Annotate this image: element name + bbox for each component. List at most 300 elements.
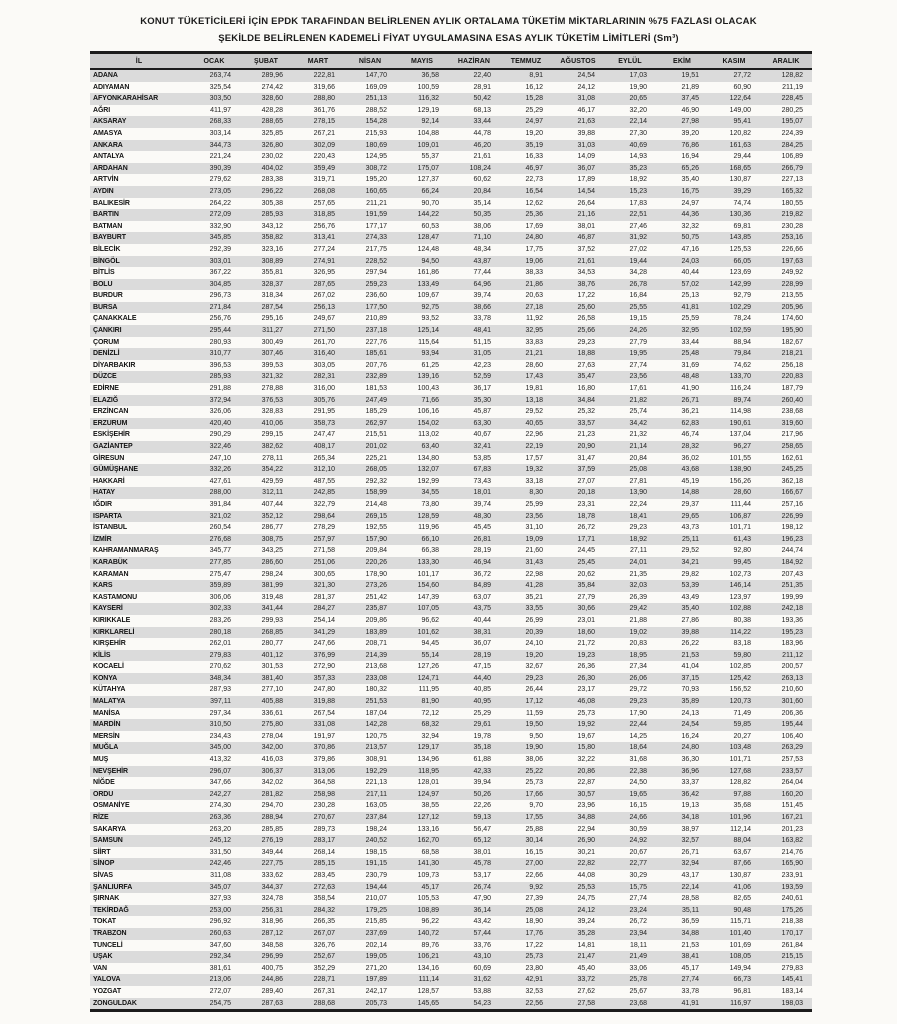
value-cell: 260,63 <box>209 929 231 937</box>
value-cell: 345,77 <box>209 547 231 555</box>
value-cell: 275,47 <box>209 570 231 578</box>
value-cell: 123,97 <box>729 593 751 601</box>
province-name: ARDAHAN <box>93 164 128 172</box>
value-cell: 160,65 <box>365 187 387 195</box>
value-cell: 306,37 <box>261 767 283 775</box>
province-name: ÇANKIRI <box>93 327 122 335</box>
value-cell: 29,42 <box>629 605 647 613</box>
value-cell: 29,72 <box>629 686 647 694</box>
value-cell: 298,24 <box>261 570 283 578</box>
value-cell: 225,21 <box>365 454 387 462</box>
value-cell: 17,55 <box>525 814 543 821</box>
value-cell: 319,48 <box>261 593 283 601</box>
table-row <box>90 569 812 581</box>
value-cell: 230,79 <box>365 871 387 879</box>
value-cell: 25,67 <box>629 987 647 995</box>
table-row <box>90 69 812 82</box>
value-cell: 26,74 <box>473 883 491 891</box>
value-cell: 22,87 <box>577 779 595 787</box>
value-cell: 22,77 <box>629 860 647 868</box>
value-cell: 106,16 <box>417 408 439 416</box>
value-cell: 179,25 <box>365 906 387 914</box>
value-cell: 53,85 <box>473 454 491 462</box>
province-name: MALATYA <box>93 698 126 706</box>
value-cell: 187,79 <box>781 385 803 393</box>
value-cell: 27,02 <box>629 245 647 253</box>
province-name: ISPARTA <box>93 512 122 520</box>
value-cell: 19,06 <box>525 257 543 265</box>
value-cell: 127,37 <box>417 176 439 184</box>
value-cell: 47,15 <box>473 663 491 671</box>
table-row <box>90 302 812 314</box>
value-cell: 70,93 <box>681 686 699 694</box>
value-cell: 336,61 <box>261 709 283 717</box>
value-cell: 127,68 <box>729 767 751 775</box>
value-cell: 306,06 <box>209 593 231 601</box>
value-cell: 101,71 <box>729 756 751 764</box>
province-name: VAN <box>93 964 107 972</box>
value-cell: 72,12 <box>421 709 439 717</box>
value-cell: 209,86 <box>365 616 387 624</box>
value-cell: 296,07 <box>209 767 231 775</box>
table-row <box>90 858 812 870</box>
value-cell: 42,23 <box>473 361 491 369</box>
value-cell: 23,01 <box>577 616 595 624</box>
value-cell: 192,99 <box>417 477 439 485</box>
value-cell: 46,74 <box>681 431 699 439</box>
value-cell: 253,16 <box>781 234 803 242</box>
value-cell: 341,29 <box>313 628 335 636</box>
value-cell: 34,42 <box>629 419 647 427</box>
table-row <box>90 824 812 836</box>
value-cell: 195,07 <box>781 118 803 126</box>
value-cell: 31,92 <box>629 234 647 242</box>
table-row <box>90 429 812 441</box>
province-name: ARTVİN <box>93 176 119 184</box>
table-row <box>90 998 812 1011</box>
value-cell: 106,40 <box>781 732 803 740</box>
value-cell: 43,68 <box>681 466 699 474</box>
value-cell: 291,95 <box>313 408 335 416</box>
table-row <box>90 313 812 325</box>
value-cell: 35,89 <box>681 698 699 706</box>
value-cell: 244,86 <box>261 976 283 984</box>
value-cell: 258,98 <box>313 790 335 798</box>
province-name: BALIKESİR <box>93 199 130 207</box>
value-cell: 345,00 <box>209 744 231 752</box>
value-cell: 38,41 <box>681 953 699 961</box>
value-cell: 16,84 <box>629 292 647 300</box>
province-name: KARABÜK <box>93 558 128 566</box>
value-cell: 281,37 <box>313 593 335 601</box>
value-cell: 92,80 <box>733 547 751 555</box>
value-cell: 66,24 <box>421 187 439 195</box>
table-row <box>90 696 812 708</box>
value-cell: 272,90 <box>313 663 335 671</box>
value-cell: 411,97 <box>210 106 231 114</box>
value-cell: 66,38 <box>421 547 439 555</box>
value-cell: 238,68 <box>781 408 803 416</box>
value-cell: 200,57 <box>781 663 803 671</box>
value-cell: 349,44 <box>261 848 283 856</box>
value-cell: 102,85 <box>729 663 751 671</box>
value-cell: 284,25 <box>781 141 803 149</box>
value-cell: 247,10 <box>209 454 231 462</box>
value-cell: 134,96 <box>417 756 439 764</box>
value-cell: 308,91 <box>365 756 387 764</box>
value-cell: 25,60 <box>577 303 595 311</box>
value-cell: 21,23 <box>577 431 595 439</box>
value-cell: 122,64 <box>729 95 751 103</box>
value-cell: 21,72 <box>577 640 595 648</box>
value-cell: 50,26 <box>473 790 491 798</box>
value-cell: 300,65 <box>313 570 335 578</box>
value-cell: 25,11 <box>682 535 699 543</box>
value-cell: 175,07 <box>417 164 439 172</box>
value-cell: 103,48 <box>729 744 751 752</box>
column-header-month: ŞUBAT <box>240 53 292 70</box>
value-cell: 318,96 <box>261 918 283 926</box>
value-cell: 34,53 <box>577 269 595 277</box>
value-cell: 96,22 <box>421 918 439 926</box>
value-cell: 199,05 <box>365 953 387 961</box>
value-cell: 217,11 <box>366 790 387 798</box>
value-cell: 237,69 <box>365 929 387 937</box>
value-cell: 59,13 <box>473 814 491 821</box>
province-name: GÜMÜŞHANE <box>93 466 138 474</box>
value-cell: 191,97 <box>313 732 335 740</box>
value-cell: 116,97 <box>708 998 760 1011</box>
province-name: BARTIN <box>93 211 119 219</box>
value-cell: 127,26 <box>417 663 439 671</box>
table-row <box>90 128 812 140</box>
value-cell: 22,24 <box>629 500 647 508</box>
value-cell: 429,59 <box>261 477 283 485</box>
value-cell: 308,72 <box>365 164 387 172</box>
province-name: ANKARA <box>93 141 123 149</box>
value-cell: 25,73 <box>577 709 595 717</box>
value-cell: 37,52 <box>577 245 595 253</box>
value-cell: 26,72 <box>577 524 595 532</box>
value-cell: 142,99 <box>729 280 751 288</box>
value-cell: 160,20 <box>781 790 803 798</box>
value-cell: 24,92 <box>629 837 647 845</box>
value-cell: 130,36 <box>729 211 751 219</box>
value-cell: 24,13 <box>681 709 699 717</box>
value-cell: 268,33 <box>209 118 231 126</box>
value-cell: 192,29 <box>365 767 387 775</box>
value-cell: 289,73 <box>313 825 335 833</box>
value-cell: 50,35 <box>473 211 491 219</box>
value-cell: 55,14 <box>421 651 439 659</box>
value-cell: 55,37 <box>421 153 439 161</box>
value-cell: 256,31 <box>261 906 283 914</box>
value-cell: 157,90 <box>365 535 387 543</box>
value-cell: 14,81 <box>577 941 595 949</box>
value-cell: 17,66 <box>525 790 543 798</box>
value-cell: 190,61 <box>729 419 751 427</box>
province-name: KASTAMONU <box>93 593 138 601</box>
value-cell: 264,04 <box>781 779 803 787</box>
value-cell: 27,46 <box>629 222 647 230</box>
province-name: RİZE <box>93 814 109 821</box>
province-name: BATMAN <box>93 222 123 230</box>
value-cell: 93,94 <box>421 350 439 358</box>
value-cell: 31,68 <box>629 756 647 764</box>
value-cell: 24,01 <box>629 558 647 566</box>
value-cell: 372,94 <box>209 396 231 404</box>
table-row <box>90 441 812 453</box>
province-name: DÜZCE <box>93 373 117 381</box>
value-cell: 53,39 <box>681 582 699 590</box>
table-row <box>90 93 812 105</box>
value-cell: 193,36 <box>781 616 803 624</box>
value-cell: 134,80 <box>417 454 439 462</box>
value-cell: 17,22 <box>577 292 595 300</box>
value-cell: 28,32 <box>681 443 699 450</box>
value-cell: 217,75 <box>365 245 387 253</box>
province-name: ESKİŞEHİR <box>93 431 130 439</box>
value-cell: 22,73 <box>525 176 543 184</box>
value-cell: 347,60 <box>209 941 231 949</box>
value-cell: 221,24 <box>209 153 231 161</box>
value-cell: 272,09 <box>209 211 231 219</box>
value-cell: 16,80 <box>577 385 595 393</box>
value-cell: 319,66 <box>313 83 335 91</box>
value-cell: 38,76 <box>577 280 595 288</box>
value-cell: 63,67 <box>733 848 751 856</box>
value-cell: 253,00 <box>209 906 231 914</box>
value-cell: 301,60 <box>781 698 803 706</box>
value-cell: 280,25 <box>781 106 803 114</box>
value-cell: 101,55 <box>729 454 751 462</box>
value-cell: 27,34 <box>629 663 647 671</box>
value-cell: 287,54 <box>261 303 283 311</box>
value-cell: 287,12 <box>261 929 283 937</box>
header-row <box>90 53 812 70</box>
value-cell: 48,48 <box>681 373 699 381</box>
value-cell: 23,68 <box>604 998 656 1011</box>
value-cell: 21,63 <box>577 118 595 126</box>
province-name: HAKKARİ <box>93 477 125 485</box>
value-cell: 29,82 <box>681 570 699 578</box>
value-cell: 40,44 <box>473 616 491 624</box>
province-name: KIRIKKALE <box>93 616 131 624</box>
value-cell: 347,66 <box>209 779 231 787</box>
value-cell: 268,08 <box>313 187 335 195</box>
value-cell: 26,22 <box>681 640 699 648</box>
value-cell: 27,74 <box>629 361 647 369</box>
value-cell: 162,70 <box>417 837 439 845</box>
value-cell: 236,60 <box>365 292 387 300</box>
value-cell: 26,44 <box>525 686 543 694</box>
value-cell: 390,39 <box>209 164 231 172</box>
value-cell: 319,60 <box>781 419 803 427</box>
value-cell: 259,23 <box>365 280 387 288</box>
value-cell: 215,93 <box>365 129 387 137</box>
value-cell: 25,66 <box>577 327 595 335</box>
value-cell: 31,47 <box>577 454 595 462</box>
value-cell: 307,46 <box>261 350 283 358</box>
value-cell: 130,87 <box>729 176 751 184</box>
value-cell: 24,45 <box>577 547 595 555</box>
value-cell: 209,84 <box>365 547 387 555</box>
table-row <box>90 974 812 986</box>
table-row <box>90 742 812 754</box>
value-cell: 89,76 <box>421 941 439 949</box>
value-cell: 180,69 <box>365 141 387 149</box>
value-cell: 23,31 <box>577 500 595 508</box>
table-row <box>90 545 812 557</box>
value-cell: 20,84 <box>473 187 491 195</box>
value-cell: 109,73 <box>417 871 439 879</box>
table-row <box>90 383 812 395</box>
value-cell: 129,19 <box>417 106 439 114</box>
value-cell: 23,94 <box>629 929 647 937</box>
value-cell: 230,28 <box>781 222 803 230</box>
value-cell: 60,53 <box>421 222 439 230</box>
value-cell: 24,26 <box>629 327 647 335</box>
value-cell: 28,58 <box>681 895 699 903</box>
value-cell: 283,45 <box>313 871 335 879</box>
value-cell: 327,93 <box>209 895 231 903</box>
value-cell: 66,73 <box>733 976 751 984</box>
value-cell: 262,01 <box>209 640 231 648</box>
value-cell: 22,66 <box>525 871 543 879</box>
value-cell: 115,64 <box>418 338 439 346</box>
province-name: ADANA <box>93 72 118 79</box>
value-cell: 154,02 <box>417 419 439 427</box>
value-cell: 36,07 <box>473 640 491 648</box>
value-cell: 294,70 <box>261 802 283 810</box>
value-cell: 271,84 <box>209 303 231 311</box>
value-cell: 226,66 <box>781 245 803 253</box>
value-cell: 352,29 <box>313 964 335 972</box>
value-cell: 220,43 <box>313 153 335 161</box>
value-cell: 29,23 <box>577 338 595 346</box>
value-cell: 25,08 <box>525 906 543 914</box>
value-cell: 39,29 <box>733 187 751 195</box>
value-cell: 304,85 <box>209 280 231 288</box>
value-cell: 18,95 <box>629 651 647 659</box>
value-cell: 46,90 <box>681 106 699 114</box>
value-cell: 206,36 <box>781 709 803 717</box>
value-cell: 267,31 <box>313 987 335 995</box>
value-cell: 183,96 <box>781 640 803 648</box>
value-cell: 391,84 <box>209 500 231 508</box>
value-cell: 38,31 <box>473 628 491 636</box>
value-cell: 251,06 <box>313 558 335 566</box>
value-cell: 18,60 <box>577 628 595 636</box>
value-cell: 19,67 <box>577 732 595 740</box>
value-cell: 43,10 <box>473 953 491 961</box>
value-cell: 61,88 <box>473 756 491 764</box>
value-cell: 345,07 <box>209 883 231 891</box>
value-cell: 114,98 <box>730 408 751 416</box>
value-cell: 42,91 <box>525 976 543 984</box>
value-cell: 40,69 <box>629 141 647 149</box>
value-cell: 38,66 <box>473 303 491 311</box>
value-cell: 279,83 <box>781 964 803 972</box>
value-cell: 18,11 <box>630 941 647 949</box>
value-cell: 111,44 <box>730 500 751 508</box>
table-row <box>90 754 812 766</box>
value-cell: 25,08 <box>629 466 647 474</box>
value-cell: 316,00 <box>313 385 335 393</box>
value-cell: 39,94 <box>473 779 491 787</box>
value-cell: 34,21 <box>681 558 699 566</box>
value-cell: 280,77 <box>261 640 283 648</box>
table-row <box>90 986 812 998</box>
value-cell: 92,75 <box>421 303 439 311</box>
value-cell: 25,88 <box>525 825 543 833</box>
value-cell: 376,99 <box>313 651 335 659</box>
table-row <box>90 951 812 963</box>
value-cell: 38,55 <box>421 802 439 810</box>
value-cell: 198,12 <box>781 524 803 532</box>
value-cell: 228,99 <box>781 280 803 288</box>
value-cell: 324,78 <box>261 895 283 903</box>
value-cell: 21,61 <box>473 153 491 161</box>
province-name: KİLİS <box>93 651 111 659</box>
table-row <box>90 731 812 743</box>
province-name: ANTALYA <box>93 153 124 161</box>
value-cell: 128,47 <box>417 234 439 242</box>
province-name: GİRESUN <box>93 454 125 462</box>
value-cell: 139,16 <box>417 373 439 381</box>
table-row <box>90 487 812 499</box>
value-cell: 344,37 <box>261 883 283 891</box>
value-cell: 28,19 <box>473 651 491 659</box>
value-cell: 428,28 <box>261 106 283 114</box>
value-cell: 111,14 <box>418 976 439 984</box>
value-cell: 278,11 <box>262 454 283 462</box>
value-cell: 19,32 <box>525 466 543 474</box>
value-cell: 233,57 <box>781 767 803 775</box>
table-row <box>90 615 812 627</box>
value-cell: 348,58 <box>261 941 283 949</box>
value-cell: 269,15 <box>365 512 387 520</box>
table-row <box>90 835 812 847</box>
value-cell: 261,70 <box>313 338 335 346</box>
value-cell: 413,32 <box>209 756 231 764</box>
value-cell: 20,83 <box>629 640 647 648</box>
value-cell: 260,40 <box>781 396 803 404</box>
value-cell: 342,00 <box>261 744 283 752</box>
value-cell: 20,27 <box>733 732 751 740</box>
value-cell: 321,30 <box>313 582 335 590</box>
value-cell: 316,40 <box>313 350 335 358</box>
value-cell: 47,16 <box>681 245 699 253</box>
value-cell: 41,04 <box>681 663 699 671</box>
value-cell: 343,25 <box>261 547 283 555</box>
province-name: TOKAT <box>93 918 116 926</box>
value-cell: 210,07 <box>365 895 387 903</box>
value-cell: 29,23 <box>629 698 647 706</box>
value-cell: 210,60 <box>781 686 803 694</box>
value-cell: 133,49 <box>417 280 439 288</box>
value-cell: 92,14 <box>421 118 439 126</box>
value-cell: 24,50 <box>629 779 647 787</box>
value-cell: 19,15 <box>629 315 647 323</box>
value-cell: 256,76 <box>209 315 231 323</box>
value-cell: 25,73 <box>525 953 543 961</box>
value-cell: 245,12 <box>209 837 231 845</box>
value-cell: 313,41 <box>313 234 335 242</box>
table-row <box>90 916 812 928</box>
value-cell: 163,82 <box>781 837 803 845</box>
value-cell: 211,12 <box>782 651 803 659</box>
